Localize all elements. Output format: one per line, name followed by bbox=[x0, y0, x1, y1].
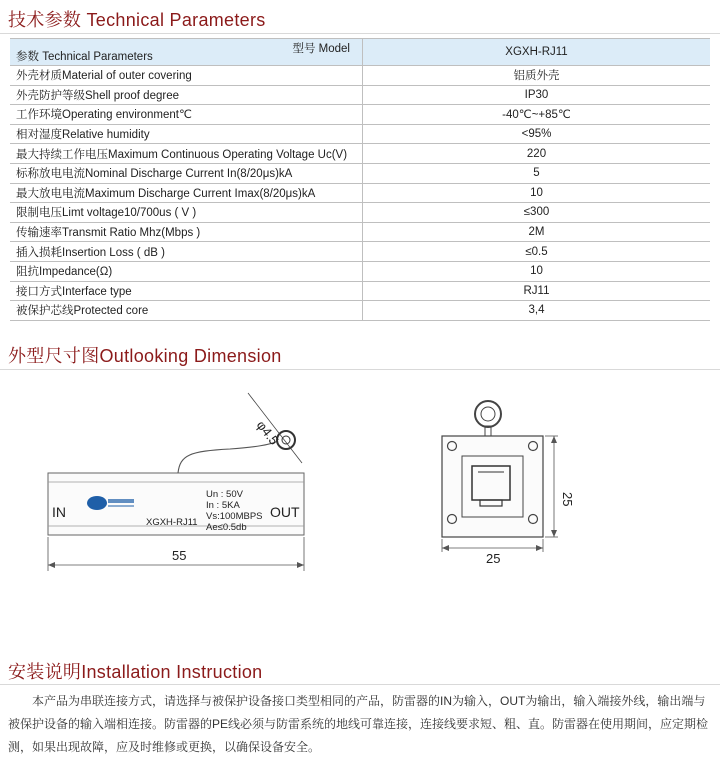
top-ring-hole bbox=[481, 407, 495, 421]
param-value-cell: 3,4 bbox=[363, 301, 711, 321]
param-label-cell: 最大持续工作电压Maximum Continuous Operating Voltage Uc(V) bbox=[10, 144, 363, 164]
param-label-cell: 外壳防护等级Shell proof degree bbox=[10, 85, 363, 105]
param-label-cell: 工作环境Operating environment℃ bbox=[10, 105, 363, 125]
brand-logo-icon bbox=[87, 496, 107, 510]
title-divider bbox=[0, 369, 720, 370]
parameters-table bbox=[10, 38, 710, 321]
table-row bbox=[10, 242, 710, 262]
param-label-cell: 插入损耗Insertion Loss ( dB ) bbox=[10, 242, 363, 262]
out-label: OUT bbox=[270, 504, 300, 520]
installation-instruction-title: 安装说明Installation Instruction bbox=[8, 662, 263, 682]
param-value-cell: 5 bbox=[363, 163, 711, 183]
param-value-cell: 2M bbox=[363, 222, 711, 242]
table-header-param-cell bbox=[10, 39, 363, 66]
table-row bbox=[10, 144, 710, 164]
hole-dimension-label: φ4.5 bbox=[253, 417, 282, 448]
table-row bbox=[10, 124, 710, 144]
model-header-label: 型号 Model bbox=[292, 43, 350, 55]
param-label-cell: 外壳材质Material of outer covering bbox=[10, 66, 363, 86]
table-row bbox=[10, 66, 710, 86]
table-row bbox=[10, 222, 710, 242]
width-dimension-label: 25 bbox=[486, 551, 501, 566]
table-row bbox=[10, 301, 710, 321]
top-ring-terminal bbox=[475, 401, 501, 427]
spec-line-4: Ae≤0.5db bbox=[206, 522, 247, 533]
param-label-cell: 阻抗Impedance(Ω) bbox=[10, 261, 363, 281]
front-body bbox=[442, 436, 543, 537]
param-label-cell: 接口方式Interface type bbox=[10, 281, 363, 301]
title-divider bbox=[0, 33, 720, 34]
height-dimension-label: 25 bbox=[560, 492, 575, 507]
param-value-cell: ≤300 bbox=[363, 203, 711, 223]
param-value-cell: RJ11 bbox=[363, 281, 711, 301]
length-dimension-label: 55 bbox=[172, 548, 187, 563]
outlooking-dimension-title: 外型尺寸图Outlooking Dimension bbox=[8, 346, 282, 366]
param-value-cell: -40℃~+85℃ bbox=[363, 105, 711, 125]
spec-line-1: Un : 50V bbox=[206, 489, 243, 500]
param-value-cell: 铝质外壳 bbox=[363, 66, 711, 86]
spec-line-3: Vs:100MBPS bbox=[206, 511, 263, 522]
param-label-cell: 最大放电电流Maximum Discharge Current Imax(8/20μs)kA bbox=[10, 183, 363, 203]
table-row bbox=[10, 105, 710, 125]
param-value-cell: IP30 bbox=[363, 85, 711, 105]
brand-logo-text-mark bbox=[108, 499, 134, 503]
table-header-row bbox=[10, 39, 710, 66]
table-row bbox=[10, 281, 710, 301]
param-value-cell: ≤0.5 bbox=[363, 242, 711, 262]
param-label-cell: 传输速率Transmit Ratio Mhz(Mbps ) bbox=[10, 222, 363, 242]
model-value-cell: XGXH-RJ11 bbox=[363, 39, 711, 66]
ground-wire bbox=[178, 441, 278, 473]
param-label-cell: 相对湿度Relative humidity bbox=[10, 124, 363, 144]
table-row bbox=[10, 163, 710, 183]
front-view-drawing bbox=[430, 392, 600, 572]
table-row bbox=[10, 183, 710, 203]
technical-parameters-title: 技术参数 Technical Parameters bbox=[8, 10, 266, 30]
param-value-cell: <95% bbox=[363, 124, 711, 144]
spec-line-2: In : 5KA bbox=[206, 500, 240, 511]
param-value-cell: 220 bbox=[363, 144, 711, 164]
param-label-cell: 标称放电电流Nominal Discharge Current In(8/20μs)kA bbox=[10, 163, 363, 183]
brand-logo-subtext-mark bbox=[108, 505, 134, 507]
table-row bbox=[10, 203, 710, 223]
param-value-cell: 10 bbox=[363, 261, 711, 281]
in-label: IN bbox=[52, 504, 66, 520]
installation-paragraph: 本产品为串联连接方式，请选择与被保护设备接口类型相同的产品，防雷器的IN为输入，OUT为输出，输入端接外线，输出端与被保护设备的输入端相连接。防雷器的PE线必须与防雷系统的地线可靠连接，连接线要求短、粗、直。防雷器在使用期间，应定期检测，如果出现故障，应及时维修或更换，以确保设备安全。 bbox=[8, 694, 709, 754]
table-row bbox=[10, 261, 710, 281]
param-label-cell: 被保护芯线Protected core bbox=[10, 301, 363, 321]
title-divider bbox=[0, 684, 720, 685]
model-text: XGXH-RJ11 bbox=[146, 517, 198, 528]
table-row bbox=[10, 85, 710, 105]
param-label-cell: 限制电压Limt voltage10/700us ( V ) bbox=[10, 203, 363, 223]
param-header-label: 参数 Technical Parameters bbox=[16, 51, 153, 63]
side-view-drawing bbox=[30, 385, 330, 585]
param-value-cell: 10 bbox=[363, 183, 711, 203]
